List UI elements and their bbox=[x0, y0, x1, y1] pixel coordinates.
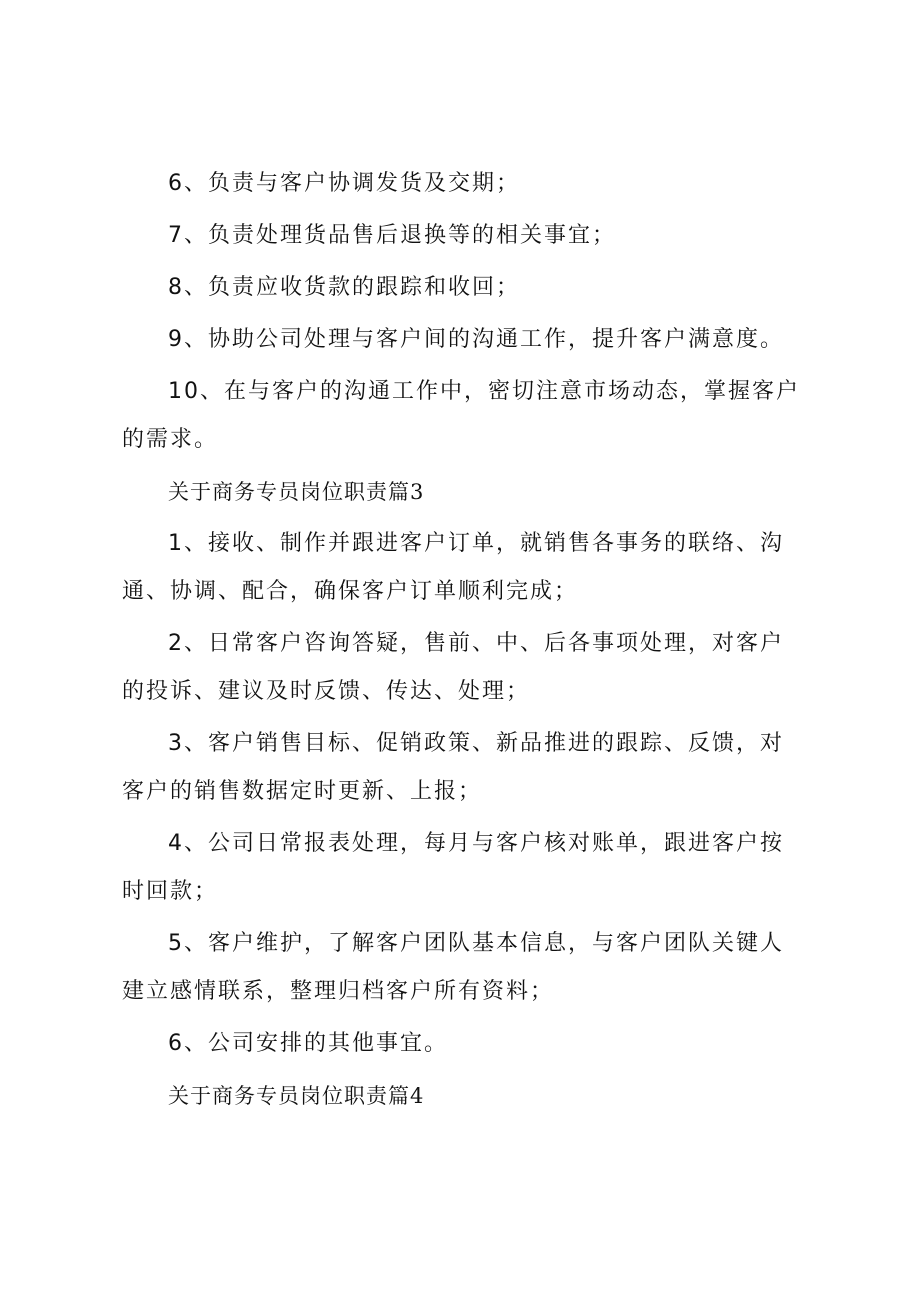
paragraph-s3-item-3: 3、客户销售目标、促销政策、新品推进的跟踪、反馈，对客户的销售数据定时更新、上报； bbox=[122, 731, 784, 804]
section-heading-3: 关于商务专员岗位职责篇3 bbox=[168, 480, 425, 504]
paragraph-s3-item-2: 2、日常客户咨询答疑，售前、中、后各事项处理，对客户的投诉、建议及时反馈、传达、处理； bbox=[122, 631, 784, 704]
paragraph-item-9: 9、协助公司处理与客户间的沟通工作，提升客户满意度。 bbox=[168, 327, 784, 352]
paragraph-item-10: 10、在与客户的沟通工作中，密切注意市场动态，掌握客户的需求。 bbox=[122, 379, 800, 452]
paragraph-item-6: 6、负责与客户协调发货及交期； bbox=[168, 171, 520, 196]
paragraph-item-8: 8、负责应收货款的跟踪和收回； bbox=[168, 275, 520, 300]
paragraph-item-7: 7、负责处理货品售后退换等的相关事宜； bbox=[168, 223, 616, 248]
paragraph-s3-item-4: 4、公司日常报表处理，每月与客户核对账单，跟进客户按时回款； bbox=[122, 831, 784, 904]
paragraph-s3-item-1: 1、接收、制作并跟进客户订单，就销售各事务的联络、沟通、协调、配合，确保客户订单顺利完成； bbox=[122, 531, 784, 604]
section-heading-4: 关于商务专员岗位职责篇4 bbox=[168, 1084, 425, 1108]
paragraph-s3-item-6: 6、公司安排的其他事宜。 bbox=[168, 1031, 448, 1056]
document-page bbox=[122, 160, 807, 1124]
paragraph-s3-item-5: 5、客户维护，了解客户团队基本信息，与客户团队关键人建立感情联系，整理归档客户所有资料； bbox=[122, 931, 784, 1004]
